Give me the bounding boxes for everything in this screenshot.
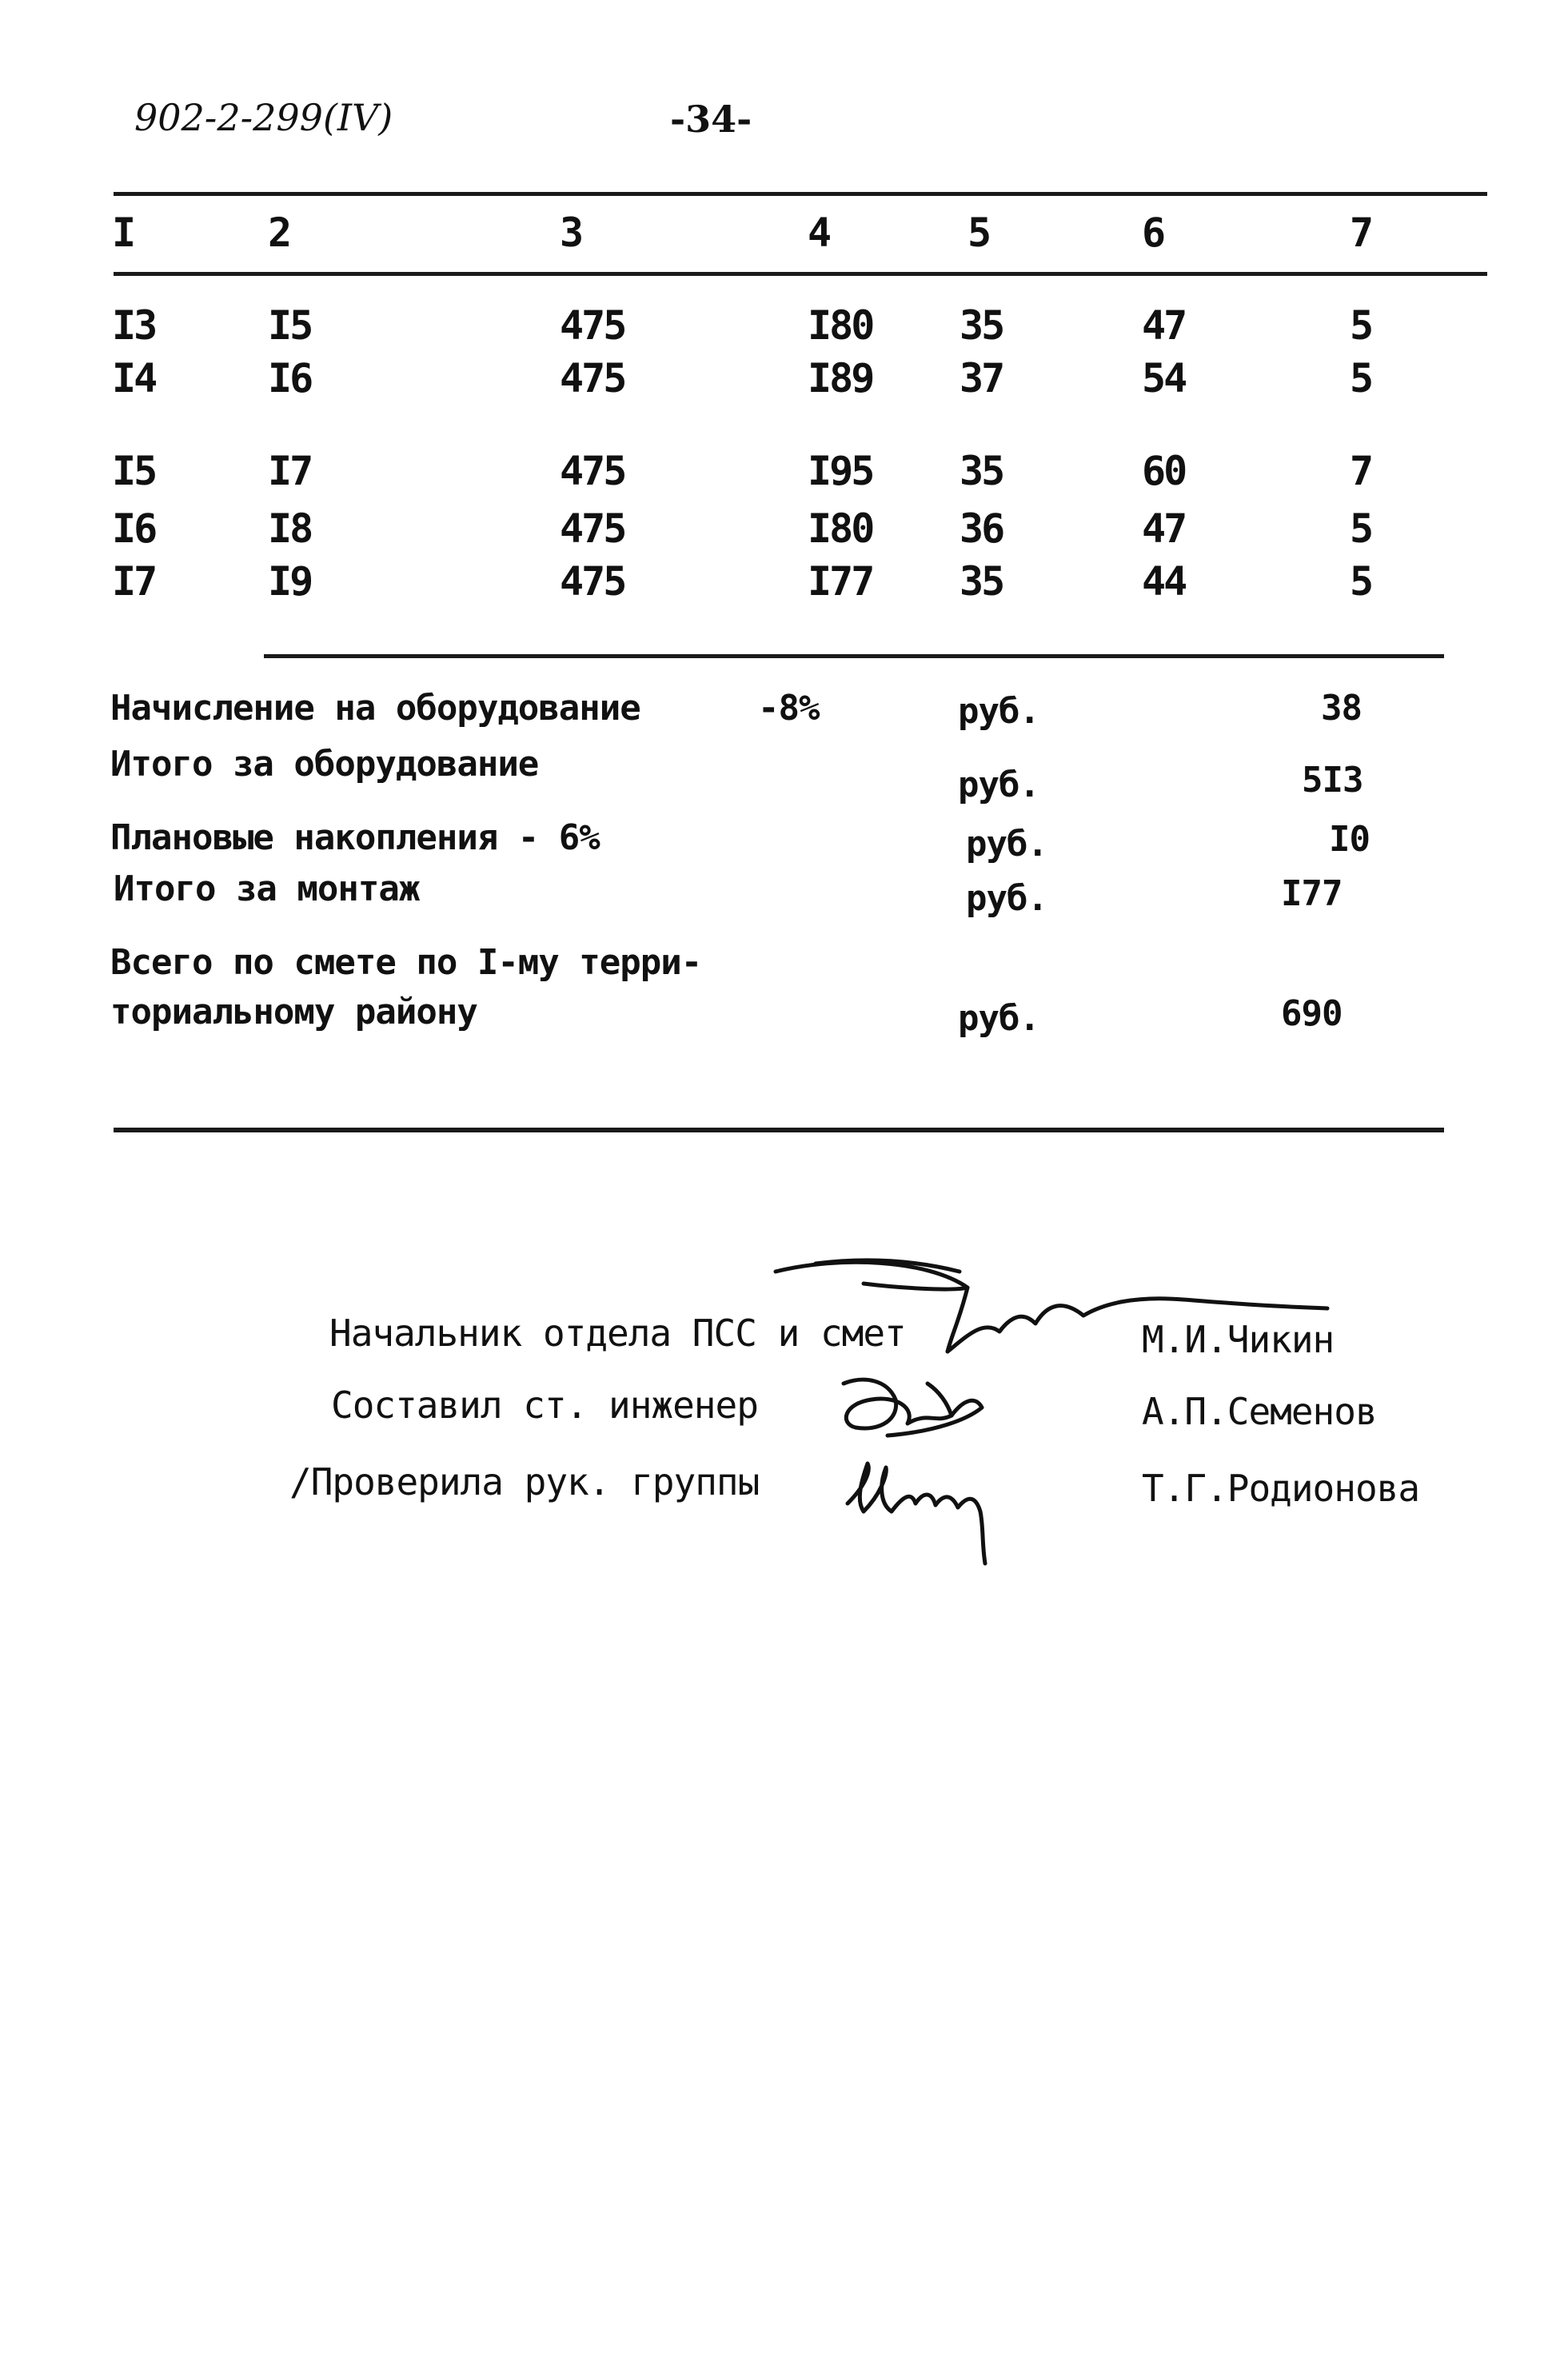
signature-role: Составил ст. инженер: [331, 1384, 758, 1427]
table-cell: 44: [1142, 558, 1186, 605]
table-cell: I4: [112, 355, 156, 401]
table-cell: 475: [560, 505, 625, 552]
table-cell: 7: [1350, 448, 1372, 494]
signature-2-stroke: [928, 1384, 952, 1416]
signature-name: М.И.Чикин: [1142, 1318, 1335, 1361]
column-header: 2: [268, 210, 290, 256]
table-top-rule: [114, 192, 1487, 196]
signature-1-stroke: [948, 1299, 1327, 1352]
table-cell: I7: [112, 558, 156, 605]
table-cell: I6: [112, 505, 156, 552]
page-number: -34-: [670, 98, 752, 141]
signature-name: Т.Г.Родионова: [1142, 1467, 1420, 1510]
table-cell: I77: [808, 558, 873, 605]
signature-role: Начальник отдела ПСС и смет: [329, 1312, 906, 1355]
table-cell: I8: [268, 505, 312, 552]
column-header: 3: [560, 210, 582, 256]
column-header: 5: [968, 210, 990, 256]
table-cell: 47: [1142, 505, 1186, 552]
table-cell: I89: [808, 355, 873, 401]
table-cell: I5: [268, 302, 312, 349]
table-cell: 475: [560, 558, 625, 605]
summary-value: 38: [1321, 688, 1362, 729]
bottom-rule: [114, 1128, 1444, 1132]
table-cell: 37: [960, 355, 1003, 401]
signature-role: /Проверила рук. группы: [289, 1460, 760, 1503]
table-cell: 54: [1142, 355, 1186, 401]
table-cell: 35: [960, 448, 1003, 494]
table-cell: I5: [112, 448, 156, 494]
table-cell: I95: [808, 448, 873, 494]
table-cell: 35: [960, 558, 1003, 605]
summary-value: 690: [1281, 993, 1343, 1034]
summary-unit: руб.: [966, 824, 1047, 865]
signature-name: А.П.Семенов: [1142, 1390, 1377, 1433]
signature-2-stroke: [844, 1380, 896, 1428]
signature-1-stroke: [816, 1260, 960, 1272]
table-cell: 475: [560, 355, 625, 401]
table-cell: I3: [112, 302, 156, 349]
table-cell: I80: [808, 302, 873, 349]
document-code: 902-2-299(IV): [134, 96, 393, 139]
column-header: 7: [1350, 210, 1372, 256]
summary-percent: -8%: [758, 688, 820, 729]
column-header: I: [112, 210, 134, 256]
summary-unit: руб.: [958, 765, 1039, 805]
table-cell: 5: [1350, 355, 1372, 401]
summary-label: Итого за оборудование: [110, 744, 539, 785]
table-cell: 36: [960, 505, 1003, 552]
table-cell: 60: [1142, 448, 1186, 494]
summary-unit: руб.: [966, 878, 1047, 919]
table-cell: I7: [268, 448, 312, 494]
summary-label: ториальному району: [110, 992, 477, 1032]
column-header: 4: [808, 210, 830, 256]
summary-rule: [264, 654, 1444, 658]
handwritten-signatures: [768, 1240, 1343, 1575]
table-cell: 5: [1350, 302, 1372, 349]
table-cell: 475: [560, 302, 625, 349]
summary-label: Плановые накопления - 6%: [110, 817, 600, 858]
summary-label: Итого за монтаж: [114, 869, 420, 909]
table-cell: 47: [1142, 302, 1186, 349]
table-cell: I6: [268, 355, 312, 401]
table-cell: 35: [960, 302, 1003, 349]
summary-label: Начисление на оборудование: [110, 688, 640, 729]
table-cell: I9: [268, 558, 312, 605]
table-header-rule: [114, 272, 1487, 276]
summary-value: I0: [1329, 819, 1370, 860]
table-cell: 475: [560, 448, 625, 494]
summary-unit: руб.: [958, 998, 1039, 1039]
table-cell: I80: [808, 505, 873, 552]
summary-label: Всего по смете по I-му терри-: [110, 942, 702, 983]
table-cell: 5: [1350, 505, 1372, 552]
signature-3-stroke: [848, 1464, 985, 1563]
column-header: 6: [1142, 210, 1164, 256]
summary-unit: руб.: [958, 691, 1039, 732]
summary-value: 5I3: [1302, 760, 1363, 801]
summary-value: I77: [1281, 873, 1343, 914]
table-cell: 5: [1350, 558, 1372, 605]
signature-2-stroke: [872, 1399, 982, 1436]
